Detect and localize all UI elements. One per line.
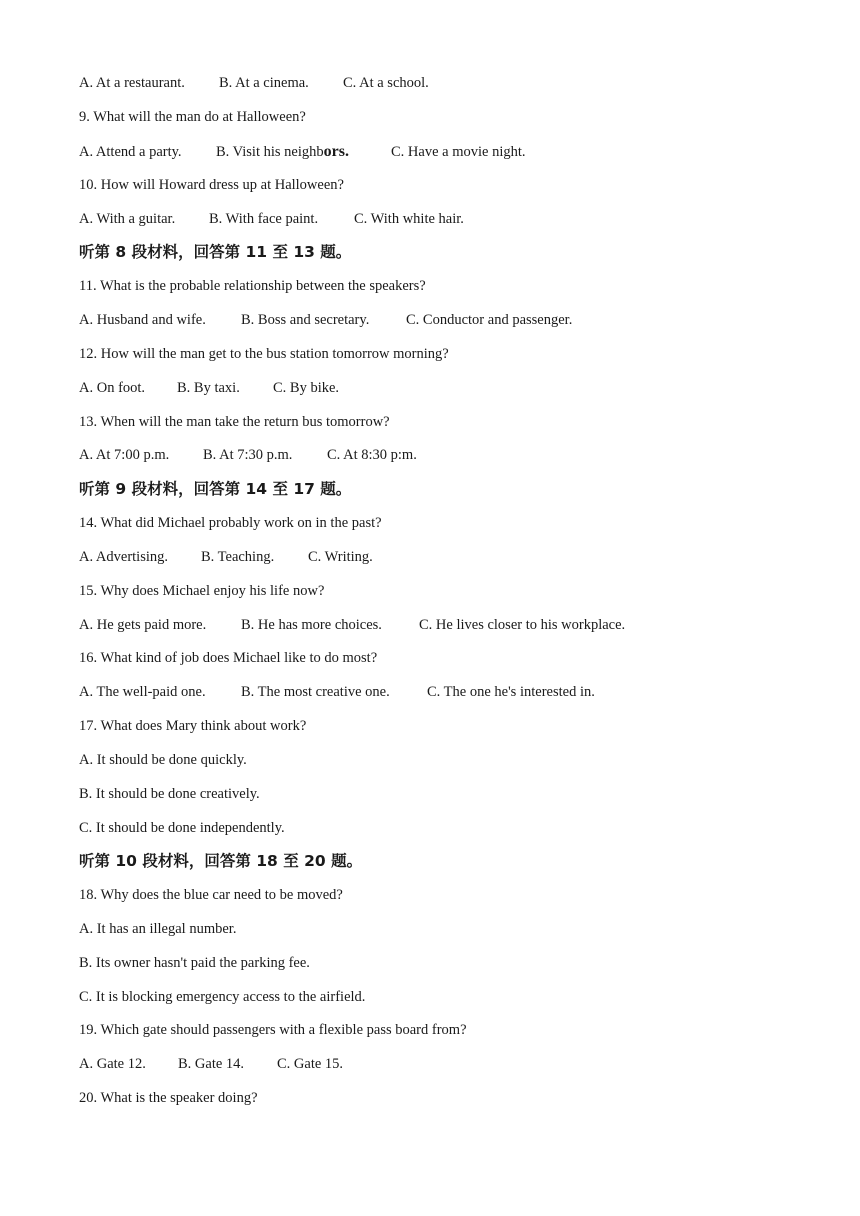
section-10-heading: 听第 10 段材料，回答第 18 至 20 题。 [79,852,363,870]
q12-options [79,379,339,397]
q16-option-c: C. The one he's interested in. [427,684,595,700]
q14-option-a: A. Advertising. [79,549,169,565]
q10-question: 10. How will Howard dress up at Halloween? [79,177,344,193]
q14-question: 14. What did Michael probably work on in the past? [79,515,382,531]
section-9-heading: 听第 9 段材料，回答第 14 至 17 题。 [79,480,352,498]
q17-option-c: C. It should be done independently. [79,820,285,836]
q15-option-b: B. He has more choices. [241,617,382,633]
q15-option-a: A. He gets paid more. [79,617,207,633]
q15-options [79,616,625,634]
q13-option-b: B. At 7:30 p.m. [203,447,293,463]
q14-options [79,548,373,566]
q9-option-c: C. Have a movie night. [391,144,526,160]
q13-option-c: C. At 8:30 p:m. [327,447,417,463]
q9-question: 9. What will the man do at Halloween? [79,109,306,125]
q13-option-a: A. At 7:00 p.m. [79,447,170,463]
q8-option-c: C. At a school. [343,75,429,91]
q11-question: 11. What is the probable relationship between the speakers? [79,278,426,294]
q19-question: 19. Which gate should passengers with a flexible pass board from? [79,1022,467,1038]
q9-option-b [216,143,391,161]
q12-option-b: B. By taxi. [177,380,240,396]
section-8-heading: 听第 8 段材料，回答第 11 至 13 题。 [79,243,352,261]
q19-options [79,1055,343,1073]
q17-question: 17. What does Mary think about work? [79,718,307,734]
q18-option-a: A. It has an illegal number. [79,921,237,937]
q20-question: 20. What is the speaker doing? [79,1090,258,1106]
q18-option-b: B. Its owner hasn't paid the parking fee. [79,955,310,971]
q12-option-c: C. By bike. [273,380,340,396]
q8-options [79,74,429,92]
q18-question: 18. Why does the blue car need to be moved? [79,887,343,903]
q16-question: 16. What kind of job does Michael like to do most? [79,650,378,666]
q16-options [79,683,595,701]
q8-option-b: B. At a cinema. [219,75,309,91]
q19-option-b: B. Gate 14. [178,1056,245,1072]
q12-question: 12. How will the man get to the bus station tomorrow morning? [79,346,449,362]
q16-option-b: B. The most creative one. [241,684,390,700]
q10-options [79,210,464,228]
q10-option-b: B. With face paint. [209,211,319,227]
q13-question: 13. When will the man take the return bus tomorrow? [79,414,390,430]
q17-option-a: A. It should be done quickly. [79,752,247,768]
q9-options [79,143,526,161]
q14-option-c: C. Writing. [308,549,373,565]
q10-option-a: A. With a guitar. [79,211,176,227]
q16-option-a: A. The well-paid one. [79,684,206,700]
q15-option-c: C. He lives closer to his workplace. [419,617,626,633]
q9-option-b-bold: ors. [323,143,349,160]
q10-option-c: C. With white hair. [354,211,464,227]
q8-option-a: A. At a restaurant. [79,75,185,91]
q11-options [79,311,572,329]
q9-option-a: A. Attend a party. [79,144,182,160]
q9-option-b-text: B. Visit his neighb [216,144,324,160]
q11-option-b: B. Boss and secretary. [241,312,370,328]
q14-option-b: B. Teaching. [201,549,275,565]
q12-option-a: A. On foot. [79,380,146,396]
q18-option-c: C. It is blocking emergency access to the airfield. [79,989,366,1005]
q17-option-b: B. It should be done creatively. [79,786,260,802]
q13-options [79,446,417,464]
q11-option-c: C. Conductor and passenger. [406,312,573,328]
q15-question: 15. Why does Michael enjoy his life now? [79,583,325,599]
q11-option-a: A. Husband and wife. [79,312,206,328]
q19-option-c: C. Gate 15. [277,1056,344,1072]
q19-option-a: A. Gate 12. [79,1056,146,1072]
